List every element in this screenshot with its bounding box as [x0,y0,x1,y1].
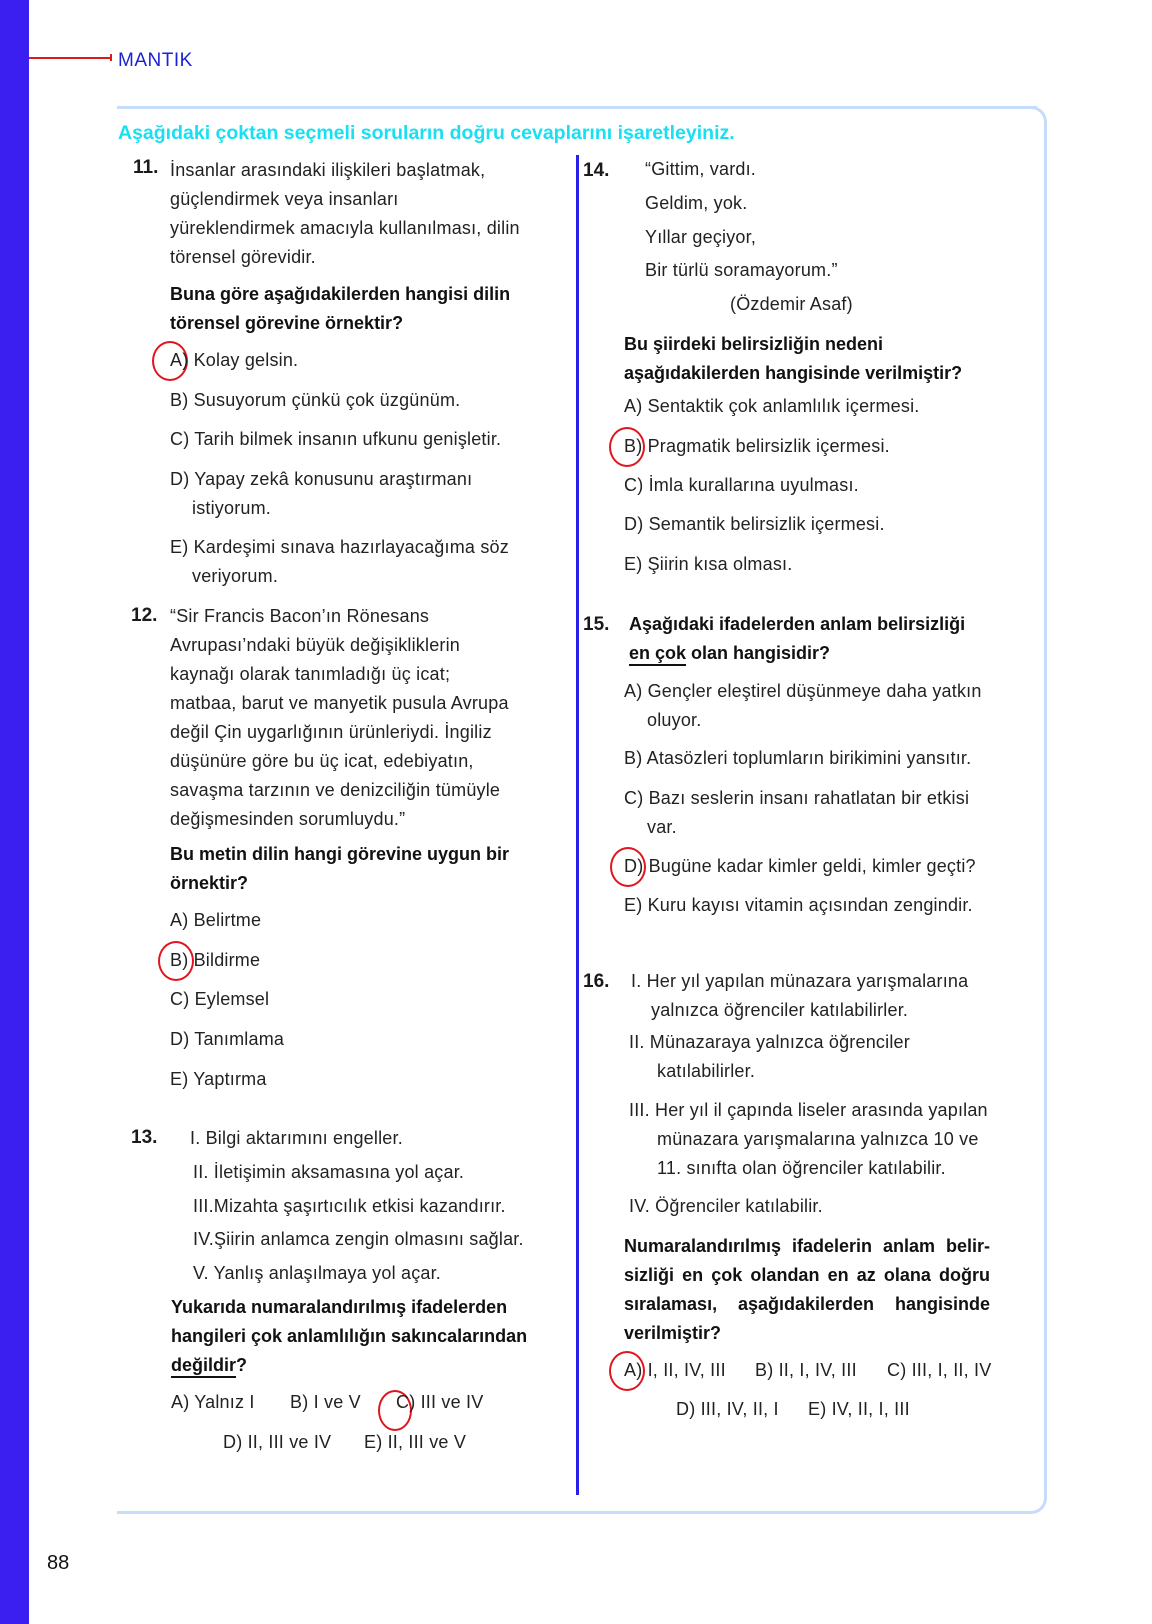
question-number: 12. [131,605,158,626]
statement-i: I. Bilgi aktarımını engeller. [190,1128,403,1148]
option-c[interactable]: C) Tarih bilmek insanın ufkunu genişletir. [170,429,502,449]
poem-line: “Gittim, vardı. [645,159,757,179]
poem-line: Geldim, yok. [645,193,748,213]
option-e[interactable]: E) II, III ve V [364,1432,467,1452]
poem-line: Yıllar geçiyor, [645,227,757,247]
option-d[interactable]: D) Tanımlama [170,1029,285,1049]
header-rule [29,57,112,59]
option-b[interactable]: B) Atasözleri toplumların birikimini yansıtır. [624,748,972,768]
option-d[interactable]: D) Yapay zekâ konusunu araştırmanı istiyorum. [170,469,473,518]
statement-iii: III. Her yıl il çapında liseler arasında yapılan münazara yarışmalarına yalnızca 10 ve 11. sınıfta olan öğrenciler katılabilir. [629,1100,988,1178]
statement-iv: IV. Öğrenciler katılabilir. [629,1196,823,1216]
option-b[interactable]: B) Bildirme [170,950,261,970]
option-d[interactable]: D) III, IV, II, I [676,1399,779,1419]
question-prompt: Yukarıda numaralandırılmış ifadelerden hangileri çok anlamlılığın sakıncalarından değildir? [171,1297,528,1375]
option-a[interactable]: A) Belirtme [170,910,262,930]
option-c[interactable]: C) III, I, II, IV [887,1360,992,1380]
option-b[interactable]: B) Pragmatik belirsizlik içermesi. [624,436,890,456]
option-e[interactable]: E) Yaptırma [170,1069,267,1089]
column-divider [576,155,579,1495]
option-c[interactable]: C) III ve IV [396,1392,484,1412]
question-prompt: Aşağıdaki ifadelerden anlam belirsizliği en çok olan hangisidir? [629,614,966,663]
option-b[interactable]: B) II, I, IV, III [755,1360,857,1380]
option-d[interactable]: D) Bugüne kadar kimler geldi, kimler geçti? [624,856,976,876]
poem-line: Bir türlü soramayorum.” [645,260,838,280]
option-a[interactable]: A) Gençler eleştirel düşünmeye daha yatkın oluyor. [624,681,982,730]
page-side-bar [0,0,29,1624]
statement-v: V. Yanlış anlaşılmaya yol açar. [193,1263,442,1283]
option-e[interactable]: E) Kardeşimi sınava hazırlayacağıma söz veriyorum. [170,537,509,586]
option-b[interactable]: B) I ve V [290,1392,361,1412]
statement-i: I. Her yıl yapılan münazara yarışmalarına yalnızca öğrenciler katılabilirler. [631,971,969,1020]
statement-iv: IV.Şiirin anlamca zengin olmasını sağlar. [193,1229,524,1249]
statement-iii: III.Mizahta şaşırtıcılık etkisi kazandırır. [193,1196,506,1216]
section-title: MANTIK [118,50,193,71]
option-d[interactable]: D) Semantik belirsizlik içermesi. [624,514,885,534]
option-c[interactable]: C) Bazı seslerin insanı rahatlatan bir etkisi var. [624,788,970,837]
option-e[interactable]: E) IV, II, I, III [808,1399,910,1419]
question-text: “Sir Francis Bacon’ın Rönesans Avrupası’ndaki büyük değişikliklerin kaynağı olarak tanımladığı üç icat; matbaa, barut ve manyetik pusula Avrupa değil Çin uygarlığının ürünleriydi. İngiliz düşünüre göre bu üç icat, edebiyatın, savaşma tarzının ve denizciliğin tümüyle değişmesinden sorumluydu.” [170,606,509,829]
option-c[interactable]: C) İmla kurallarına uyulması. [624,475,859,495]
instruction-heading: Aşağıdaki çoktan seçmeli soruların doğru cevaplarını işaretleyiniz. [118,122,735,144]
statement-ii: II. İletişimin aksamasına yol açar. [193,1162,465,1182]
question-number: 11. [133,157,159,178]
option-e[interactable]: E) Kuru kayısı vitamin açısından zengindir. [624,895,973,915]
question-text: İnsanlar arasındaki ilişkileri başlatmak, güçlendirmek veya insanları yüreklendirmek amacıyla kullanılması, dilin törensel görevidir. [170,160,520,267]
question-number: 16. [583,971,610,992]
question-number: 14. [583,160,610,181]
option-b[interactable]: B) Susuyorum çünkü çok üzgünüm. [170,390,461,410]
question-number: 13. [131,1127,158,1148]
option-e[interactable]: E) Şiirin kısa olması. [624,554,793,574]
question-number: 15. [583,614,610,635]
option-d[interactable]: D) II, III ve IV [223,1432,332,1452]
question-prompt: Numaralandırılmış ifadelerin anlam belir- sizliği en çok olandan en az olana doğru sıralaması, aşağıdakilerden hangisinde verilmiştir? [624,1236,990,1343]
statement-ii: II. Münazaraya yalnızca öğrenciler katılabilirler. [629,1032,910,1081]
question-prompt: Buna göre aşağıdakilerden hangisi dilin törensel görevine örnektir? [170,284,511,333]
option-a[interactable]: A) Yalnız I [171,1392,255,1412]
option-c[interactable]: C) Eylemsel [170,989,270,1009]
option-a[interactable]: A) I, II, IV, III [624,1360,726,1380]
poem-author: (Özdemir Asaf) [730,294,853,314]
question-prompt: Bu metin dilin hangi görevine uygun bir örnektir? [170,844,510,893]
question-prompt: Bu şiirdeki belirsizliğin nedeni aşağıdakilerden hangisinde verilmiştir? [624,334,963,383]
page-number: 88 [47,1552,70,1574]
option-a[interactable]: A) Kolay gelsin. [170,350,299,370]
option-a[interactable]: A) Sentaktik çok anlamlılık içermesi. [624,396,920,416]
